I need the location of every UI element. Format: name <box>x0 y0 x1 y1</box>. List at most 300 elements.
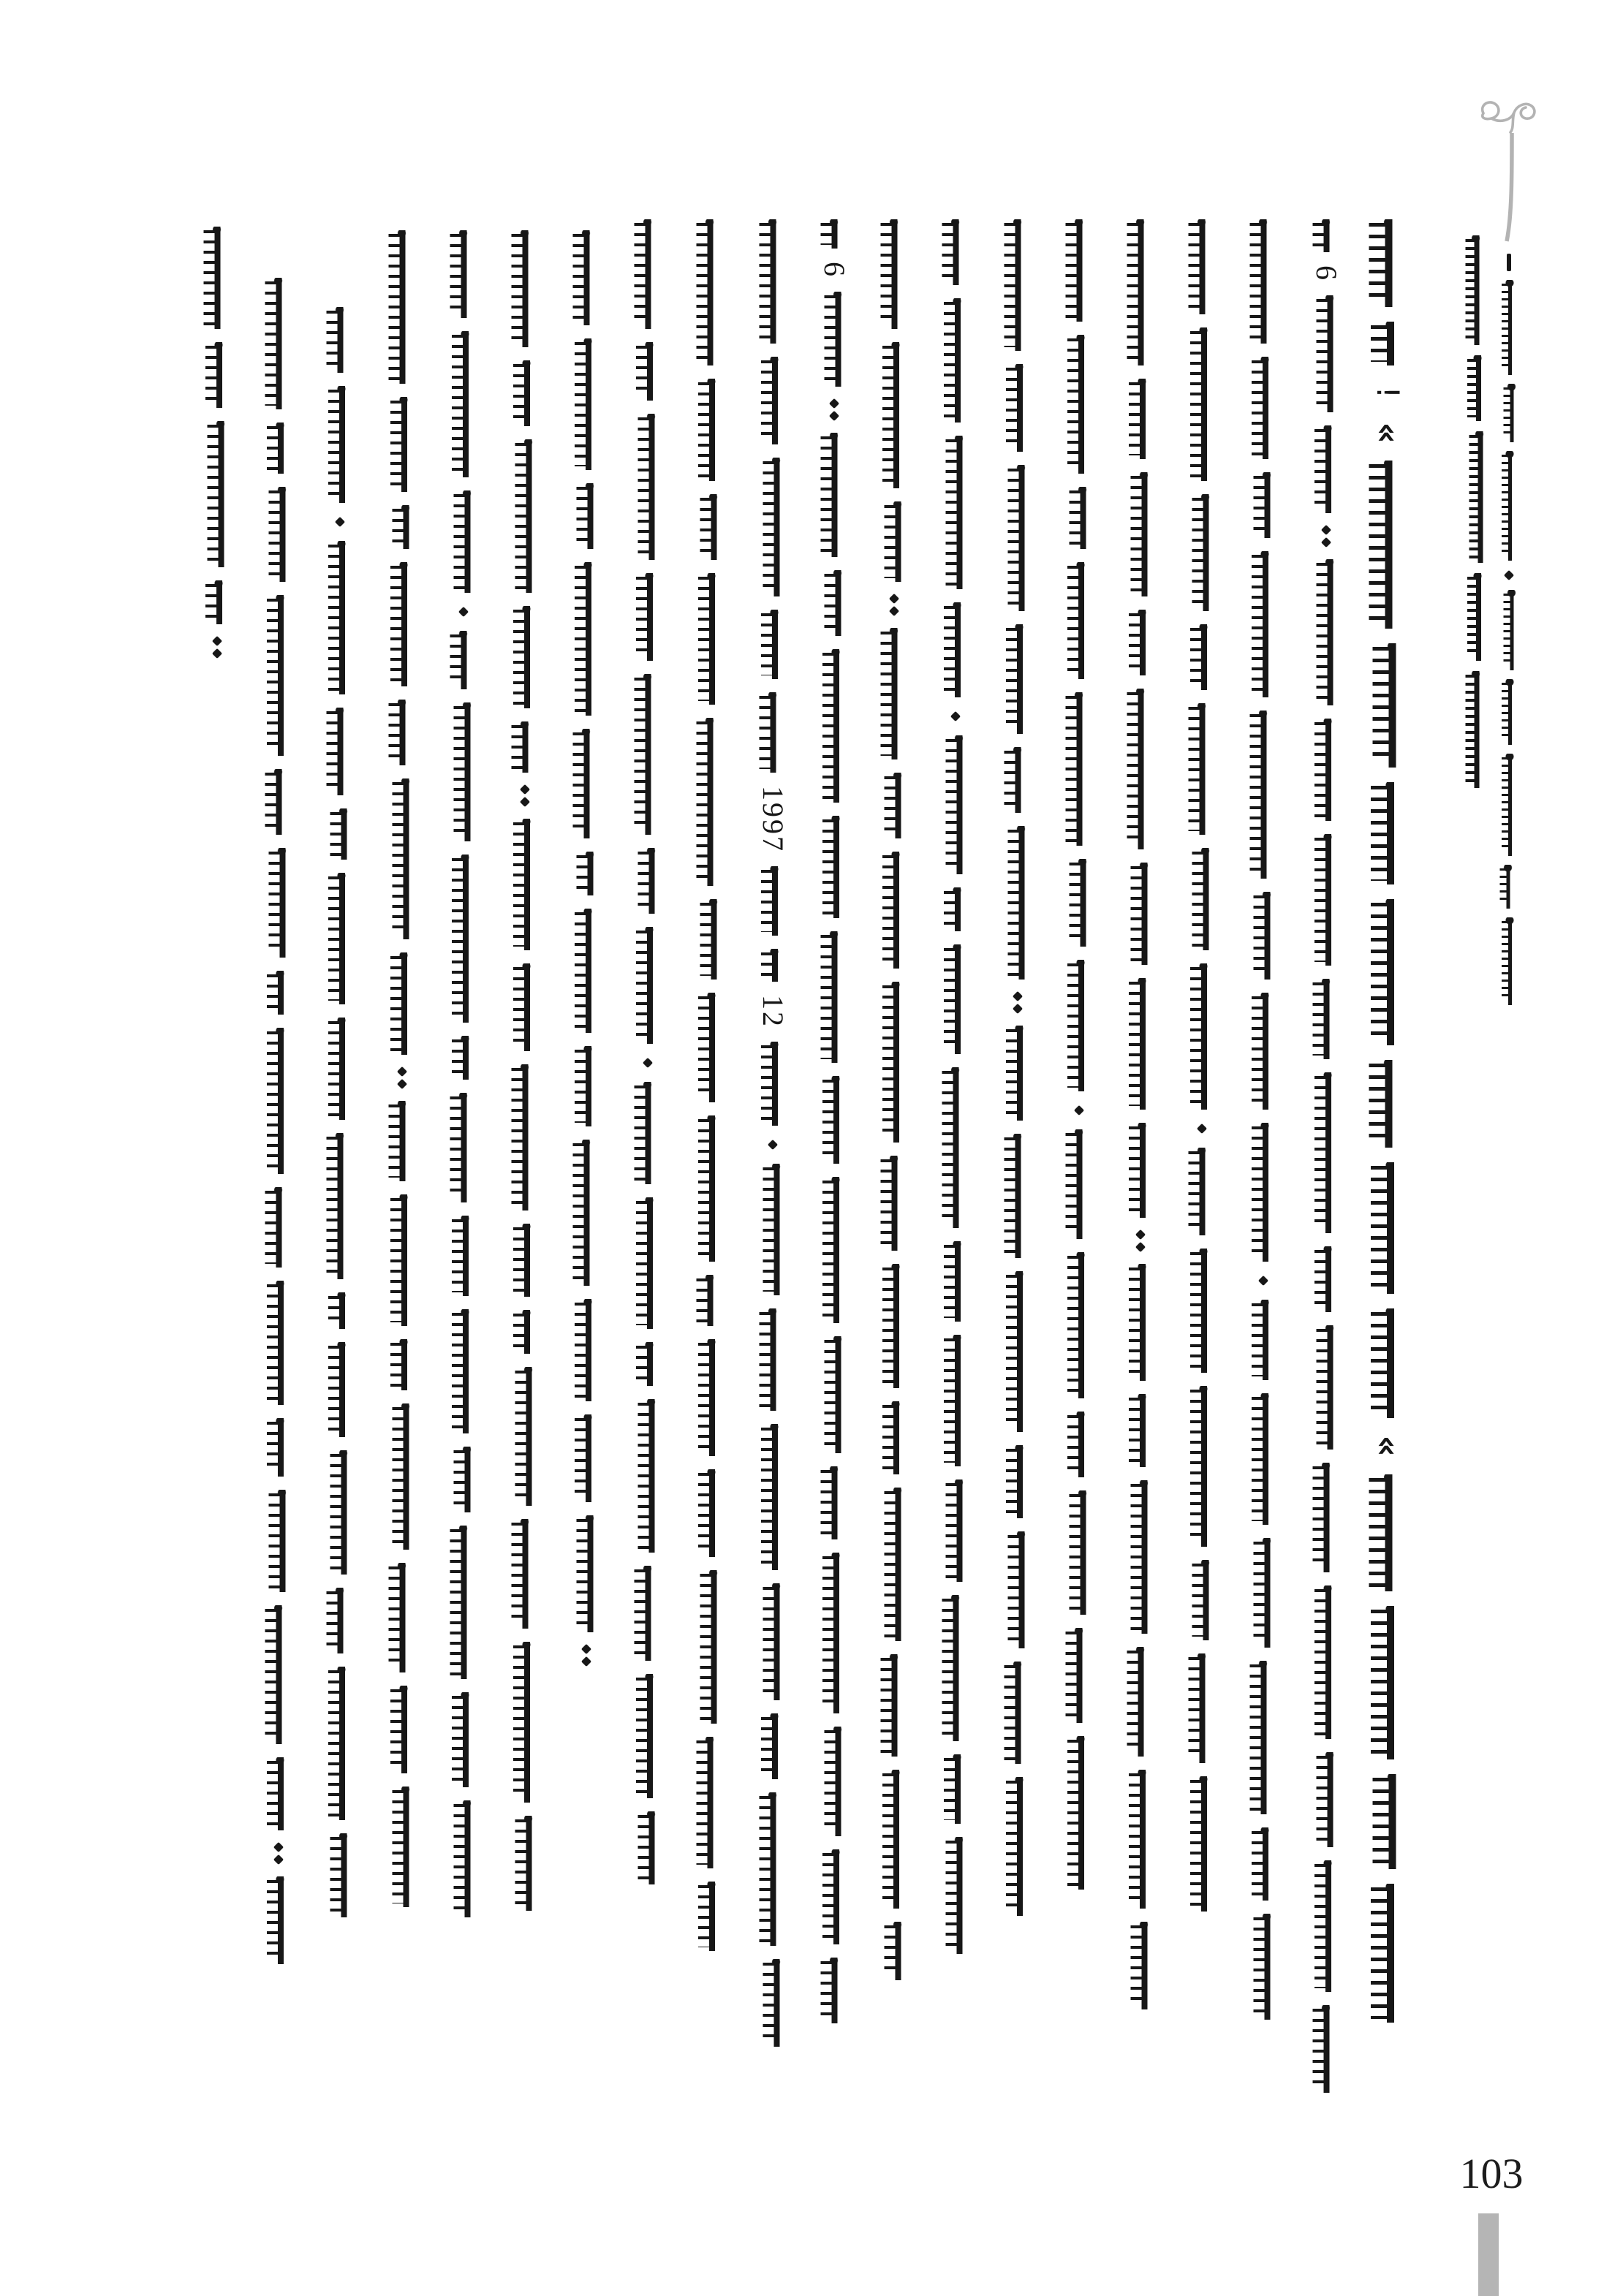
full-stop-dots <box>1014 993 1021 1012</box>
script-word <box>265 423 292 474</box>
script-word <box>1252 1914 1279 2020</box>
script-word <box>268 848 294 958</box>
script-word <box>265 1028 292 1174</box>
script-word <box>1313 834 1339 966</box>
text-column <box>1250 219 1276 2020</box>
script-word <box>635 1674 661 1798</box>
script-word <box>450 1036 477 1080</box>
script-word <box>268 1490 294 1592</box>
script-word <box>1126 219 1152 365</box>
script-word <box>1127 610 1154 675</box>
script-word <box>391 778 417 939</box>
script-word <box>1250 1300 1276 1380</box>
script-word <box>510 230 537 347</box>
script-word <box>1500 917 1518 1005</box>
script-word <box>450 1216 477 1296</box>
script-word <box>512 819 538 950</box>
script-word <box>760 866 786 936</box>
script-word <box>1250 1393 1276 1525</box>
script-word <box>1500 280 1518 375</box>
script-word <box>1126 689 1152 849</box>
script-word <box>942 887 969 931</box>
script-word <box>1191 494 1217 611</box>
script-word <box>699 1570 725 1724</box>
script-word <box>453 702 479 841</box>
script-word <box>1066 562 1092 679</box>
full-stop-dots <box>1137 1231 1144 1251</box>
script-word <box>697 573 723 705</box>
script-word <box>637 1811 663 1884</box>
script-word <box>1189 1776 1215 1912</box>
numeral: 6 <box>1310 265 1343 282</box>
script-word <box>1464 235 1486 345</box>
script-word <box>1003 1662 1029 1764</box>
script-word <box>1315 295 1342 412</box>
script-word <box>510 721 537 773</box>
script-word <box>823 292 850 387</box>
script-word <box>575 852 602 895</box>
stem-rule-line <box>1505 133 1516 243</box>
script-word <box>203 227 229 329</box>
script-word <box>391 1403 417 1550</box>
full-stop-dots <box>890 595 898 615</box>
script-word <box>942 1335 969 1466</box>
script-word <box>1127 1123 1154 1218</box>
script-word <box>697 993 723 1102</box>
script-word <box>1127 1264 1154 1381</box>
script-word <box>327 873 353 1004</box>
script-word <box>329 808 355 860</box>
script-word <box>879 219 906 329</box>
script-word <box>512 606 538 708</box>
quote-mark: « <box>1368 422 1408 444</box>
script-word <box>265 971 292 1015</box>
script-word <box>510 1519 537 1629</box>
script-word <box>514 439 540 593</box>
script-word <box>512 360 538 426</box>
script-word <box>1003 219 1029 351</box>
script-word <box>512 963 538 1051</box>
script-word <box>264 1187 290 1268</box>
script-word <box>389 397 415 492</box>
script-word <box>1369 1884 1406 2023</box>
script-word <box>1252 1538 1279 1648</box>
script-word <box>1315 1752 1342 1847</box>
comma-dot <box>1258 1276 1268 1286</box>
script-word <box>1191 1560 1217 1640</box>
text-column <box>265 278 292 1964</box>
flourish-ornament-icon <box>1478 97 1540 135</box>
script-word <box>821 1553 847 1713</box>
text-column <box>389 230 415 1907</box>
script-word <box>760 357 786 444</box>
script-word <box>389 1194 415 1326</box>
script-word <box>387 700 414 765</box>
script-word <box>942 1754 969 1824</box>
text-column <box>1005 219 1031 1916</box>
script-word <box>327 541 353 694</box>
script-word <box>1468 431 1490 563</box>
script-word <box>1189 963 1215 1110</box>
script-word <box>1500 754 1518 856</box>
script-word <box>264 278 290 409</box>
script-word <box>758 219 784 344</box>
script-word <box>573 338 599 470</box>
script-word <box>1066 1252 1092 1398</box>
script-word <box>264 769 290 835</box>
script-word <box>514 1816 540 1911</box>
script-word <box>325 708 352 795</box>
script-word <box>1502 384 1520 442</box>
script-word <box>1313 425 1339 513</box>
script-word <box>1068 487 1094 549</box>
script-word <box>1191 848 1217 950</box>
script-word <box>449 1093 475 1202</box>
script-word <box>762 1959 788 2047</box>
script-word <box>1127 978 1154 1110</box>
script-word <box>265 595 292 756</box>
comma-dot <box>643 1058 653 1068</box>
script-word <box>327 1292 353 1329</box>
script-word <box>327 386 353 503</box>
script-word <box>450 1309 477 1433</box>
script-word <box>1187 1148 1214 1235</box>
script-word <box>325 1588 352 1653</box>
script-word <box>1064 219 1091 322</box>
script-word <box>1005 1271 1031 1432</box>
script-word <box>942 298 969 423</box>
comma-dot <box>950 711 961 721</box>
script-word <box>325 1133 352 1279</box>
full-stop-dots <box>213 637 221 657</box>
script-word <box>265 1876 292 1964</box>
text-column <box>327 307 353 1917</box>
script-word <box>1189 624 1215 690</box>
script-word <box>391 1787 417 1907</box>
script-word <box>391 505 417 549</box>
script-word <box>941 1595 967 1741</box>
script-word <box>265 1757 292 1830</box>
comma-dot <box>1197 1124 1207 1134</box>
script-word <box>695 1737 722 1868</box>
script-word <box>879 1156 906 1251</box>
script-word <box>1372 643 1408 768</box>
text-column <box>1066 219 1092 1890</box>
script-word <box>1066 1412 1092 1477</box>
script-word <box>265 1281 292 1405</box>
text-column <box>450 230 477 1917</box>
script-word <box>762 1164 788 1295</box>
script-word <box>329 1833 355 1917</box>
script-word <box>879 1654 906 1757</box>
comma-dot <box>1074 1105 1084 1115</box>
script-word <box>883 1488 909 1641</box>
script-word <box>697 1339 723 1456</box>
script-word <box>387 1101 414 1181</box>
script-word <box>449 1526 475 1679</box>
script-word <box>1064 1628 1091 1723</box>
script-word <box>697 1882 723 1951</box>
script-word <box>883 773 909 838</box>
script-word <box>1068 859 1094 947</box>
script-word <box>823 570 850 636</box>
script-word <box>1372 1774 1408 1869</box>
script-word <box>1315 1325 1342 1450</box>
script-word <box>327 1018 353 1120</box>
script-word <box>820 931 846 1063</box>
script-word <box>450 855 477 1023</box>
script-word <box>1187 219 1214 314</box>
script-word <box>821 816 847 918</box>
full-stop-dots <box>1323 526 1330 546</box>
script-word <box>449 631 475 689</box>
script-word <box>1313 1585 1339 1739</box>
numeral: 12 <box>757 995 790 1028</box>
script-word <box>697 379 723 481</box>
text-column <box>1189 219 1215 1912</box>
script-word <box>1499 865 1516 909</box>
script-word <box>942 1241 969 1322</box>
script-word <box>941 219 967 285</box>
script-word <box>510 1064 537 1210</box>
script-word <box>883 501 909 582</box>
script-word <box>821 649 847 803</box>
text-column <box>1369 219 1406 2023</box>
script-word <box>820 219 846 249</box>
script-word <box>820 1958 846 2023</box>
script-word <box>881 1770 907 1909</box>
script-word <box>881 342 907 488</box>
script-word <box>879 628 906 759</box>
comma-dot <box>335 517 345 527</box>
text-column <box>204 227 230 657</box>
script-word <box>265 1418 292 1477</box>
exclamation-mark: ! <box>1369 386 1406 399</box>
script-word <box>1313 1072 1339 1233</box>
script-word <box>453 1800 479 1917</box>
script-word <box>1005 1026 1031 1121</box>
script-word <box>1249 1661 1275 1814</box>
script-word <box>512 1642 538 1803</box>
script-word <box>1250 1123 1276 1262</box>
script-word <box>1003 1134 1029 1258</box>
script-word <box>1502 590 1520 670</box>
script-word <box>633 674 659 835</box>
quote-mark: « <box>1368 1435 1408 1458</box>
script-word <box>942 602 969 697</box>
script-word <box>1369 782 1406 884</box>
script-word <box>1003 747 1029 813</box>
script-word <box>699 494 725 560</box>
script-word <box>1252 892 1279 980</box>
script-word <box>1187 1653 1214 1763</box>
script-word <box>264 1605 290 1744</box>
script-word <box>635 1197 661 1329</box>
script-word <box>1368 1060 1404 1148</box>
full-stop-dots <box>521 786 529 806</box>
text-column <box>573 230 599 1665</box>
script-word <box>633 1082 659 1184</box>
script-word <box>1126 1647 1152 1757</box>
script-word <box>1066 960 1092 1091</box>
script-word <box>572 230 598 325</box>
script-word <box>1066 1736 1092 1890</box>
script-word <box>1007 826 1033 980</box>
script-word <box>760 1713 786 1779</box>
script-word <box>823 1727 850 1836</box>
script-word <box>1127 1394 1154 1467</box>
script-word <box>881 982 907 1143</box>
script-word <box>1312 219 1338 252</box>
script-word <box>573 562 599 716</box>
script-word <box>1369 1606 1406 1759</box>
script-word <box>760 949 786 982</box>
script-word <box>942 944 969 1054</box>
script-word <box>697 1115 723 1262</box>
script-word <box>881 1264 907 1388</box>
script-word <box>945 735 971 874</box>
script-word <box>820 433 846 557</box>
script-word <box>1313 719 1339 821</box>
script-word <box>1250 551 1276 697</box>
script-word <box>1315 559 1342 705</box>
comma-dot <box>768 1140 778 1150</box>
script-word <box>1005 624 1031 734</box>
script-word <box>1066 335 1092 474</box>
full-stop-dots <box>831 400 838 420</box>
script-word <box>573 1046 599 1126</box>
text-column <box>1500 254 1518 1005</box>
script-word <box>1130 863 1156 965</box>
script-word <box>1005 364 1031 452</box>
script-word <box>883 1922 909 1980</box>
comma-dot <box>1504 570 1514 580</box>
script-word <box>1064 692 1091 846</box>
script-word <box>453 490 479 593</box>
dash-mark <box>1507 254 1511 271</box>
script-word <box>760 1424 786 1570</box>
text-column <box>512 230 538 1911</box>
script-word <box>1313 1246 1339 1312</box>
script-word <box>945 436 971 589</box>
script-word <box>637 1399 663 1553</box>
script-word <box>329 1450 355 1575</box>
script-word <box>941 1067 967 1228</box>
text-column <box>1127 219 1154 2009</box>
script-word <box>762 1583 788 1700</box>
script-word <box>389 1339 415 1390</box>
script-word <box>821 1076 847 1164</box>
script-word <box>695 718 722 886</box>
text-column <box>820 219 849 2023</box>
script-word <box>449 230 475 318</box>
script-word <box>1466 573 1488 661</box>
script-word <box>1005 1445 1031 1518</box>
script-word <box>1130 1480 1156 1634</box>
script-word <box>1127 1770 1154 1909</box>
text-column <box>881 219 907 1980</box>
full-stop-dots <box>583 1645 590 1665</box>
script-word <box>387 1563 414 1672</box>
script-word <box>1312 979 1338 1059</box>
script-word <box>820 1466 846 1539</box>
script-word <box>389 562 415 686</box>
script-word <box>635 927 661 1044</box>
script-word <box>1189 1386 1215 1547</box>
script-word <box>633 219 659 329</box>
script-word <box>758 1792 784 1946</box>
script-word <box>327 1667 353 1820</box>
script-word <box>1250 1827 1276 1901</box>
script-word <box>758 1308 784 1411</box>
script-word <box>1187 703 1214 835</box>
full-stop-dots <box>275 1844 282 1863</box>
script-word <box>1369 1308 1406 1418</box>
text-column <box>942 219 969 1954</box>
script-word <box>1068 1490 1094 1615</box>
script-word <box>450 1692 477 1787</box>
script-word <box>1500 679 1518 745</box>
text-column <box>635 219 661 1884</box>
script-word <box>823 1336 850 1453</box>
script-word <box>881 1401 907 1474</box>
script-word <box>389 952 415 1055</box>
script-word <box>572 1140 598 1286</box>
script-word <box>1189 1249 1215 1373</box>
script-word <box>821 1849 847 1944</box>
script-word <box>1369 322 1406 365</box>
script-word <box>1369 899 1406 1045</box>
script-word <box>387 230 414 384</box>
text-column <box>1466 235 1488 788</box>
script-word <box>327 1342 353 1437</box>
script-word <box>1368 461 1404 629</box>
script-word <box>637 414 663 560</box>
script-word <box>1249 711 1275 879</box>
script-word <box>637 848 663 914</box>
script-word <box>635 573 661 661</box>
text-column <box>1312 219 1341 2093</box>
script-word <box>699 899 725 980</box>
script-word <box>512 1224 538 1297</box>
script-word <box>945 1837 971 1954</box>
script-word <box>1312 1463 1338 1572</box>
script-word <box>1464 671 1486 788</box>
script-word <box>204 342 230 408</box>
script-word <box>1312 2005 1338 2093</box>
script-word <box>572 729 598 838</box>
script-word <box>1466 355 1488 421</box>
script-word <box>635 342 661 401</box>
script-word <box>453 1447 479 1512</box>
script-word <box>881 852 907 969</box>
script-word <box>389 1686 415 1773</box>
script-word <box>573 909 599 1033</box>
script-word <box>1189 327 1215 481</box>
full-stop-dots <box>398 1068 406 1088</box>
script-word <box>1368 219 1404 307</box>
script-word <box>1130 1922 1156 2009</box>
text-column <box>757 219 790 2047</box>
script-word <box>1368 1474 1404 1591</box>
script-word <box>633 1566 659 1661</box>
script-word <box>697 1469 723 1557</box>
numeral: 6 <box>818 262 851 279</box>
script-word <box>695 1275 722 1326</box>
script-word <box>695 219 722 365</box>
page-number: 103 <box>1459 2150 1524 2197</box>
script-word <box>758 692 784 773</box>
